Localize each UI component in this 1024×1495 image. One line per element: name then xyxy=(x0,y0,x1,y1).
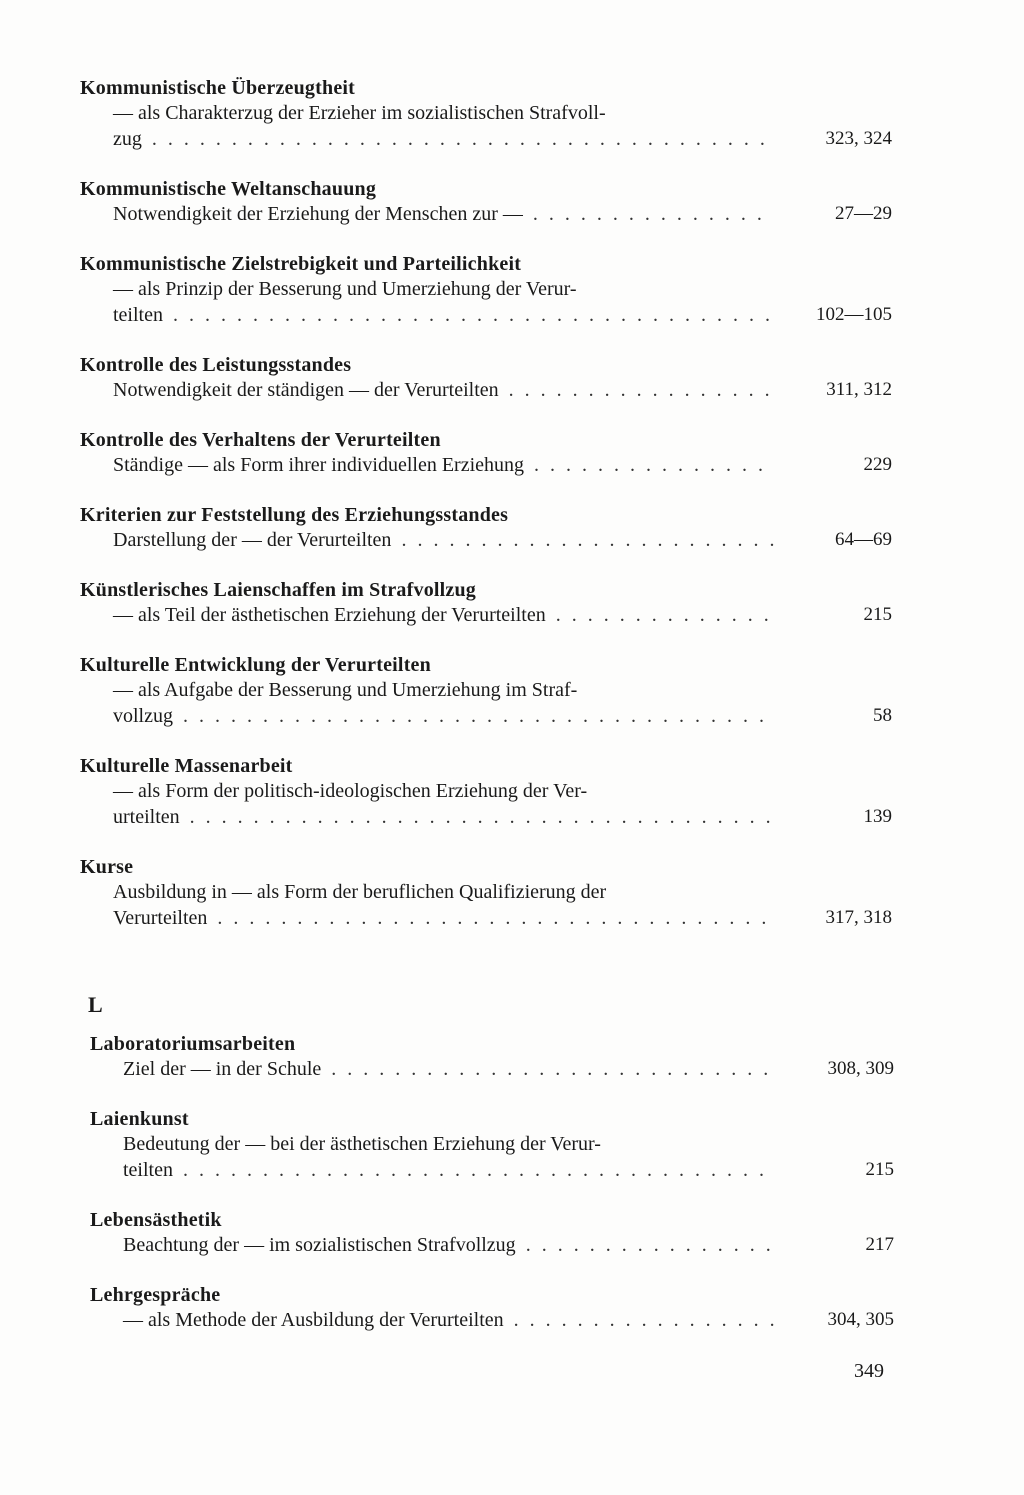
subentry-last-line xyxy=(113,452,780,478)
page-reference: 58 xyxy=(873,705,892,726)
index-entry xyxy=(90,1208,894,1258)
page-reference: 102—105 xyxy=(816,304,892,325)
subentry-last-line xyxy=(123,1056,782,1082)
entry-heading: Kulturelle Entwicklung der Verurteilten xyxy=(80,654,431,676)
subentry-last-text: Beachtung der — im sozialistischen Strafvollzug xyxy=(123,1234,516,1256)
entry-subentry xyxy=(80,377,892,403)
l-entries xyxy=(90,1032,894,1358)
subentry-last-text: zug xyxy=(113,128,142,150)
entry-heading: Laboratoriumsarbeiten xyxy=(90,1033,296,1055)
subentry-text: — als Form der politisch-ideologischen Erziehung der Ver- xyxy=(113,780,588,802)
subentry-text: Bedeutung der — bei der ästhetischen Erziehung der Verur- xyxy=(123,1133,601,1155)
subentry-last-text: Verurteilten xyxy=(113,907,208,929)
entry-heading: Kriterien zur Feststellung des Erziehungsstandes xyxy=(80,504,509,526)
subentry-last-text: Notwendigkeit der ständigen — der Verurteilten xyxy=(113,379,499,401)
subentry-last-text: — als Teil der ästhetischen Erziehung der Verurteilten xyxy=(113,604,546,626)
leader-dots xyxy=(190,804,774,830)
index-entry xyxy=(80,177,892,227)
entry-subentry xyxy=(80,677,892,729)
entry-subentry xyxy=(80,778,892,830)
entry-subentry xyxy=(80,276,892,328)
entry-heading: Kulturelle Massenarbeit xyxy=(80,755,293,777)
entry-heading: Kurse xyxy=(80,856,134,878)
leader-dots xyxy=(183,703,774,729)
subentry-last-line xyxy=(123,1157,782,1183)
leader-dots xyxy=(509,377,774,403)
entry-heading: Kommunistische Zielstrebigkeit und Parteilichkeit xyxy=(80,253,522,275)
entry-subentry xyxy=(90,1232,894,1258)
subentry-last-line xyxy=(123,1232,782,1258)
subentry-last-line xyxy=(113,377,780,403)
subentry-text: Ausbildung in — als Form der beruflichen Qualifizierung der xyxy=(113,881,607,903)
index-entry xyxy=(80,428,892,478)
subentry-last-text: urteilten xyxy=(113,806,180,828)
page-reference: 317, 318 xyxy=(825,907,892,928)
index-entry xyxy=(80,754,892,830)
subentry-last-line xyxy=(123,1307,782,1333)
entry-heading: Lebensästhetik xyxy=(90,1209,222,1231)
leader-dots xyxy=(401,527,774,553)
subentry-last-text: Notwendigkeit der Erziehung der Menschen zur — xyxy=(113,203,523,225)
subentry-last-text: — als Methode der Ausbildung der Verurteilten xyxy=(123,1309,504,1331)
entry-subentry xyxy=(80,879,892,931)
leader-dots xyxy=(217,905,774,931)
index-entry xyxy=(80,503,892,553)
leader-dots xyxy=(331,1056,776,1082)
page-reference: 308, 309 xyxy=(827,1058,894,1079)
entry-heading: Kommunistische Überzeugtheit xyxy=(80,77,356,99)
subentry-last-text: Ziel der — in der Schule xyxy=(123,1058,322,1080)
leader-dots xyxy=(556,602,774,628)
index-entry xyxy=(80,855,892,931)
entry-heading: Laienkunst xyxy=(90,1108,189,1130)
entry-heading: Künstlerisches Laienschaffen im Strafvollzug xyxy=(80,579,477,601)
subentry-last-text: teilten xyxy=(113,304,163,326)
index-entry xyxy=(80,252,892,328)
subentry-last-text: Darstellung der — der Verurteilten xyxy=(113,529,392,551)
page-reference: 27—29 xyxy=(835,203,892,224)
page-reference: 64—69 xyxy=(835,529,892,550)
section-letter: L xyxy=(88,992,103,1017)
index-entry xyxy=(90,1283,894,1333)
page-reference: 139 xyxy=(863,806,892,827)
subentry-last-line xyxy=(113,126,780,152)
leader-dots xyxy=(533,201,774,227)
index-entry xyxy=(80,353,892,403)
entry-heading: Kommunistische Weltanschauung xyxy=(80,178,377,200)
entry-heading: Kontrolle des Verhaltens der Verurteilten xyxy=(80,429,441,451)
leader-dots xyxy=(173,302,774,328)
subentry-last-line xyxy=(113,527,780,553)
entry-subentry xyxy=(80,602,892,628)
subentry-last-text: vollzug xyxy=(113,705,173,727)
entry-subentry xyxy=(90,1056,894,1082)
subentry-last-line xyxy=(113,602,780,628)
leader-dots xyxy=(152,126,774,152)
subentry-last-line xyxy=(113,302,780,328)
index-entry xyxy=(80,76,892,152)
page-reference: 323, 324 xyxy=(825,128,892,149)
page-reference: 215 xyxy=(863,604,892,625)
entry-subentry xyxy=(80,100,892,152)
subentry-text: — als Charakterzug der Erzieher im sozialistischen Strafvoll- xyxy=(113,102,606,124)
subentry-last-line xyxy=(113,905,780,931)
subentry-last-text: teilten xyxy=(123,1159,173,1181)
entry-subentry xyxy=(80,452,892,478)
leader-dots xyxy=(514,1307,776,1333)
leader-dots xyxy=(183,1157,776,1183)
index-entry xyxy=(90,1107,894,1183)
leader-dots xyxy=(526,1232,776,1258)
entry-heading: Kontrolle des Leistungsstandes xyxy=(80,354,352,376)
page-number: 349 xyxy=(854,1360,884,1382)
subentry-text: — als Aufgabe der Besserung und Umerziehung im Straf- xyxy=(113,679,578,701)
entry-subentry xyxy=(80,201,892,227)
page-reference: 311, 312 xyxy=(826,379,892,400)
subentry-last-line xyxy=(113,804,780,830)
page-reference: 217 xyxy=(865,1234,894,1255)
page-reference: 229 xyxy=(863,454,892,475)
entry-subentry xyxy=(80,527,892,553)
subentry-text: — als Prinzip der Besserung und Umerziehung der Verur- xyxy=(113,278,577,300)
subentry-last-line xyxy=(113,201,780,227)
index-entry xyxy=(80,653,892,729)
k-entries xyxy=(80,76,892,956)
leader-dots xyxy=(534,452,774,478)
page-reference: 215 xyxy=(865,1159,894,1180)
entry-subentry xyxy=(90,1131,894,1183)
index-entry xyxy=(80,578,892,628)
index-entry xyxy=(90,1032,894,1082)
page-reference: 304, 305 xyxy=(827,1309,894,1330)
entry-heading: Lehrgespräche xyxy=(90,1284,221,1306)
entry-subentry xyxy=(90,1307,894,1333)
subentry-last-text: Ständige — als Form ihrer individuellen Erziehung xyxy=(113,454,525,476)
subentry-last-line xyxy=(113,703,780,729)
